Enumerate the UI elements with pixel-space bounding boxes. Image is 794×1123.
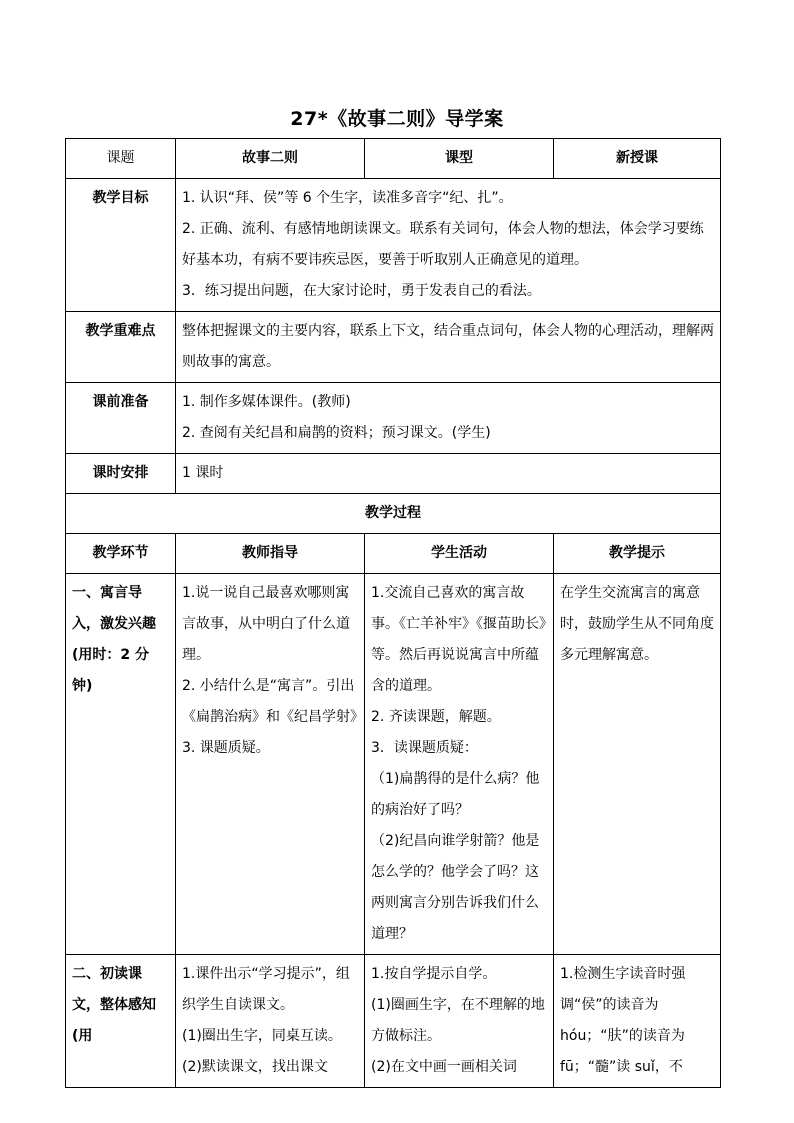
prep-item: 2. 查阅有关纪昌和扁鹊的资料；预习课文。(学生) [182, 425, 491, 441]
prep-label: 课前准备 [66, 383, 176, 454]
goals-label: 教学目标 [66, 179, 176, 312]
focus-label: 教学重难点 [66, 312, 176, 383]
goal-item: 1. 认识“拜、侯”等 6 个生字，读准多音字“纪、扎”。 [182, 190, 513, 206]
teacher-2 [176, 955, 365, 1088]
header-student: 学生活动 [365, 534, 554, 574]
lesson-plan-table [65, 138, 721, 1088]
schedule-label: 课时安排 [66, 454, 176, 494]
goals-content [176, 179, 721, 312]
type-value: 新授课 [554, 139, 721, 179]
header-teacher: 教师指导 [176, 534, 365, 574]
teacher-step: 3. 课题质疑。 [182, 740, 270, 756]
student-step: 1.按自学提示自学。 [371, 966, 497, 982]
student-step: (1)圈画生字，在不理解的地方做标注。 [371, 997, 545, 1044]
teacher-step: 1.说一说自己最喜欢哪则寓言故事，从中明白了什么道理。 [182, 585, 350, 663]
student-2 [365, 955, 554, 1088]
page-title: 27*《故事二则》导学案 [290, 108, 504, 130]
type-label: 课型 [365, 139, 554, 179]
goal-item: 3．练习提出问题，在大家讨论时，勇于发表自己的看法。 [182, 283, 541, 299]
student-step: 1.交流自己喜欢的寓言故事。《亡羊补牢》《揠苗助长》等。然后再说说寓言中所蕴含的道理。 [371, 585, 546, 694]
teacher-step: 2. 小结什么是“寓言”。引出《扁鹊治病》和《纪昌学射》 [182, 678, 364, 725]
student-step: 3．读课题质疑： [371, 740, 478, 756]
student-1 [365, 574, 554, 955]
student-step: 2. 齐读课题，解题。 [371, 709, 501, 725]
teacher-1 [176, 574, 365, 955]
goal-item: 2. 正确、流利、有感情地朗读课文。联系有关词句，体会人物的想法，体会学习要练好基本功，有病不要讳疾忌医，要善于听取别人正确意见的道理。 [182, 221, 704, 268]
focus-text: 整体把握课文的主要内容，联系上下文，结合重点词句，体会人物的心理活动，理解两则故事的寓意。 [176, 312, 721, 383]
stage-1: 一、寓言导入，激发兴趣(用时：2 分钟) [66, 574, 176, 955]
header-tip: 教学提示 [554, 534, 721, 574]
student-step: （1)扁鹊得的是什么病？他的病治好了吗？ [371, 771, 540, 818]
teacher-step: 1.课件出示“学习提示”，组织学生自读课文。 [182, 966, 350, 1013]
prep-item: 1. 制作多媒体课件。(教师) [182, 394, 351, 410]
course-label: 课题 [66, 139, 176, 179]
header-stage: 教学环节 [66, 534, 176, 574]
schedule-value: 1 课时 [176, 454, 721, 494]
tip-1: 在学生交流寓言的寓意时，鼓励学生从不同角度多元理解寓意。 [554, 574, 721, 955]
student-step: (2)在文中画一画相关词 [371, 1059, 517, 1075]
student-step: （2)纪昌向谁学射箭？他是怎么学的？他学会了吗？这两则寓言分别告诉我们什么道理？ [371, 833, 540, 942]
stage-2: 二、初读课文，整体感知(用 [66, 955, 176, 1088]
tip-2: 1.检测生字读音时强调“侯”的读音为 hóu；“肤”的读音为 fū；“髓”读 suǐ，不 [554, 955, 721, 1088]
teacher-step: (2)默读课文，找出课文 [182, 1059, 328, 1075]
teacher-step: (1)圈出生字，同桌互读。 [182, 1028, 342, 1044]
course-value: 故事二则 [176, 139, 365, 179]
process-title: 教学过程 [66, 494, 721, 534]
prep-content [176, 383, 721, 454]
